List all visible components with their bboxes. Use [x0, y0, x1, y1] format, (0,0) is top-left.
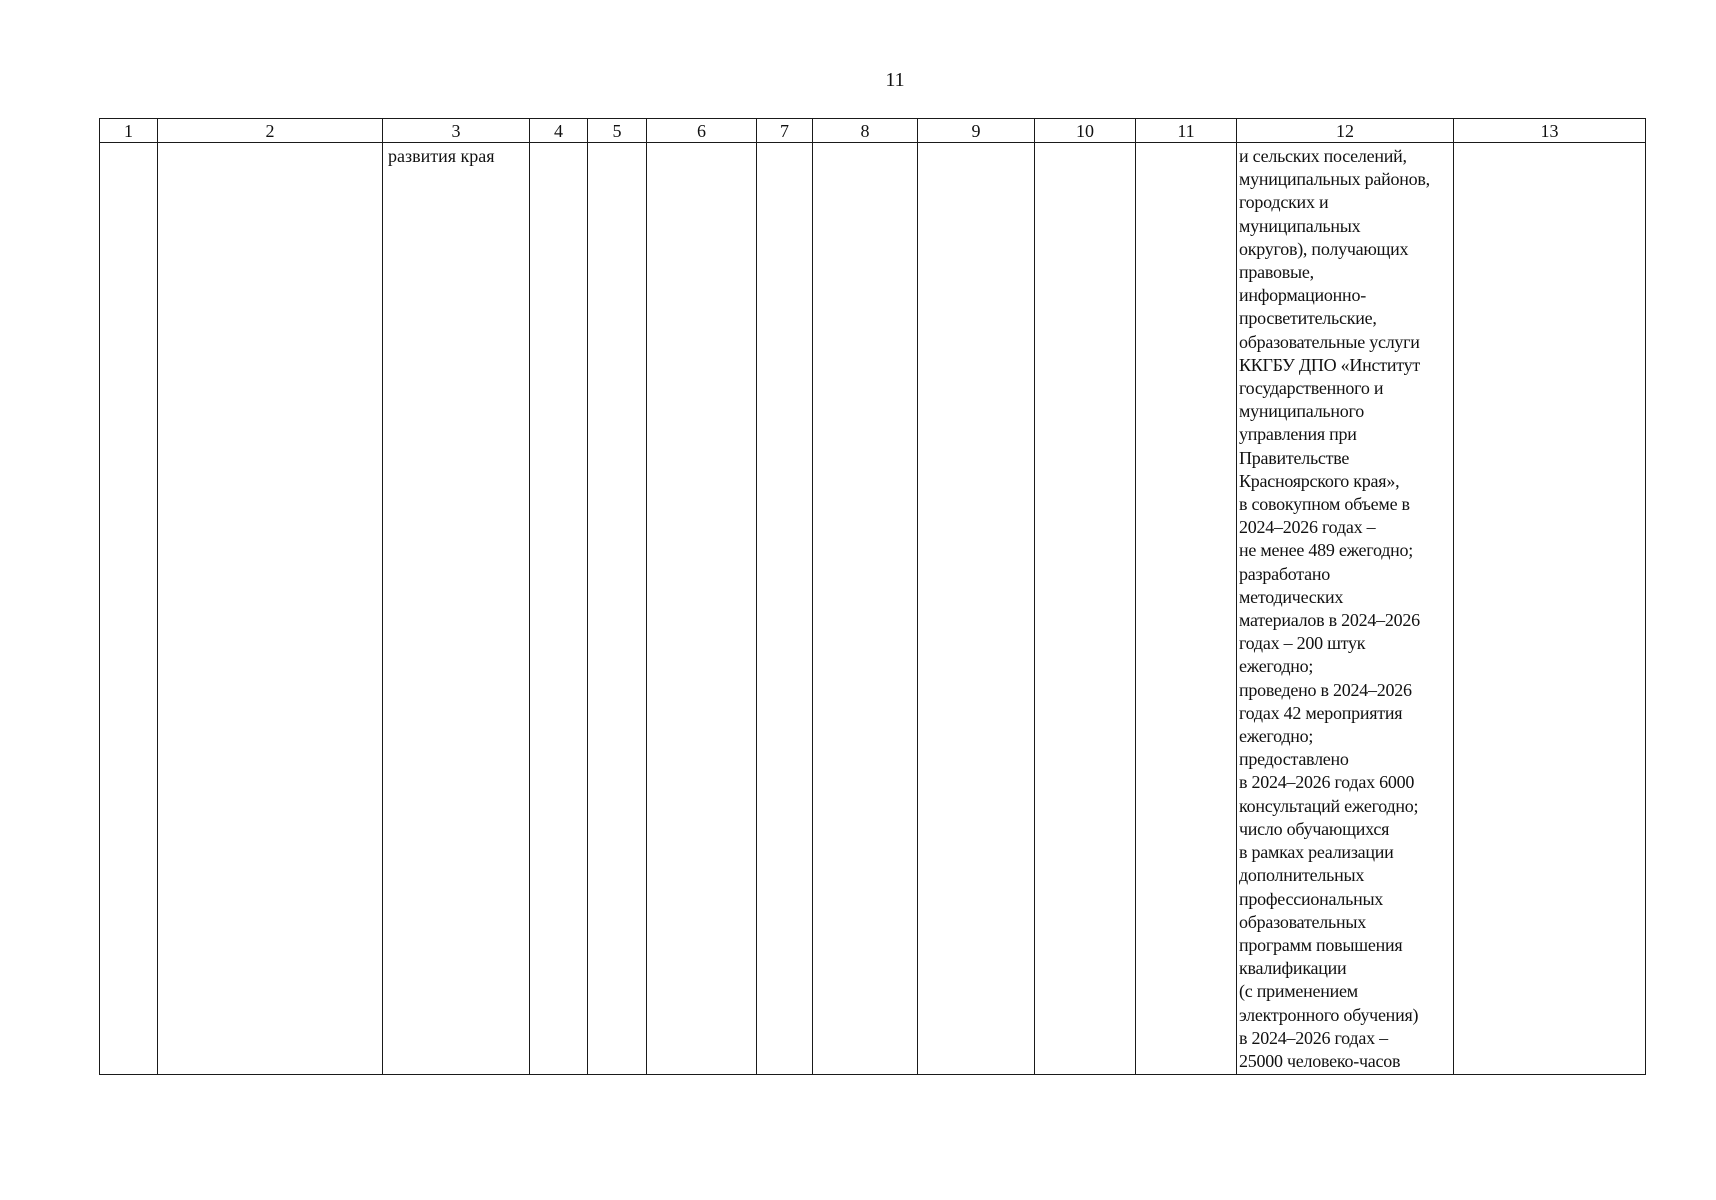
cell-text-col-8 [813, 143, 917, 145]
data-table [99, 118, 1646, 1075]
cell-col-5 [588, 143, 647, 1075]
cell-col-10 [1035, 143, 1136, 1075]
cell-text-col-6 [647, 143, 756, 145]
cell-text-col-4 [530, 143, 587, 145]
column-header-1: 1 [100, 119, 158, 143]
cell-col-6 [647, 143, 757, 1075]
column-header-3: 3 [383, 119, 530, 143]
header-row [100, 119, 1646, 143]
cell-col-9 [918, 143, 1035, 1075]
cell-col-2 [158, 143, 383, 1075]
column-header-11: 11 [1136, 119, 1237, 143]
page-number: 11 [885, 69, 905, 91]
column-header-6: 6 [647, 119, 757, 143]
cell-text-col-10 [1035, 143, 1135, 145]
cell-text-col-9 [918, 143, 1034, 145]
cell-text-col-11 [1136, 143, 1236, 145]
column-header-10: 10 [1035, 119, 1136, 143]
cell-col-12 [1237, 143, 1454, 1075]
cell-col-4 [530, 143, 588, 1075]
column-header-8: 8 [813, 119, 918, 143]
column-header-2: 2 [158, 119, 383, 143]
cell-col-1 [100, 143, 158, 1075]
cell-col-3 [383, 143, 530, 1075]
column-header-12: 12 [1237, 119, 1454, 143]
column-header-7: 7 [757, 119, 813, 143]
cell-text-col-7 [757, 143, 812, 145]
cell-text-col-5 [588, 143, 646, 145]
table-row [100, 143, 1646, 1075]
cell-text-col-12: и сельских поселений, муниципальных районов, городских и муниципальных округов), получающих правовые, информационно- просветительские, образовательные услуги ККГБУ ДПО «Институт государственного и муниципального управления при Правительстве Красноярского края», в совокупном объеме в 2024–2026 годах – не менее 489 ежегодно; разработано методических материалов в 2024–2026 годах – 200 штук ежегодно; проведено в 2024–2026 годах 42 мероприятия ежегодно; предоставлено в 2024–2026 годах 6000 консультаций ежегодно; число обучающихся в рамках реализации дополнительных профессиональных образовательных программ повышения квалификации (с применением электронного обучения) в 2024–2026 годах – 25000 человеко-часов [1239, 146, 1430, 1071]
cell-text-col-1 [100, 143, 157, 145]
column-header-13: 13 [1454, 119, 1646, 143]
cell-col-7 [757, 143, 813, 1075]
column-header-4: 4 [530, 119, 588, 143]
cell-text-col-3: развития края [388, 146, 495, 166]
cell-text-col-2 [158, 143, 382, 145]
cell-col-8 [813, 143, 918, 1075]
column-header-5: 5 [588, 119, 647, 143]
cell-text-col-13 [1454, 143, 1645, 145]
column-header-9: 9 [918, 119, 1035, 143]
cell-col-11 [1136, 143, 1237, 1075]
cell-col-13 [1454, 143, 1646, 1075]
